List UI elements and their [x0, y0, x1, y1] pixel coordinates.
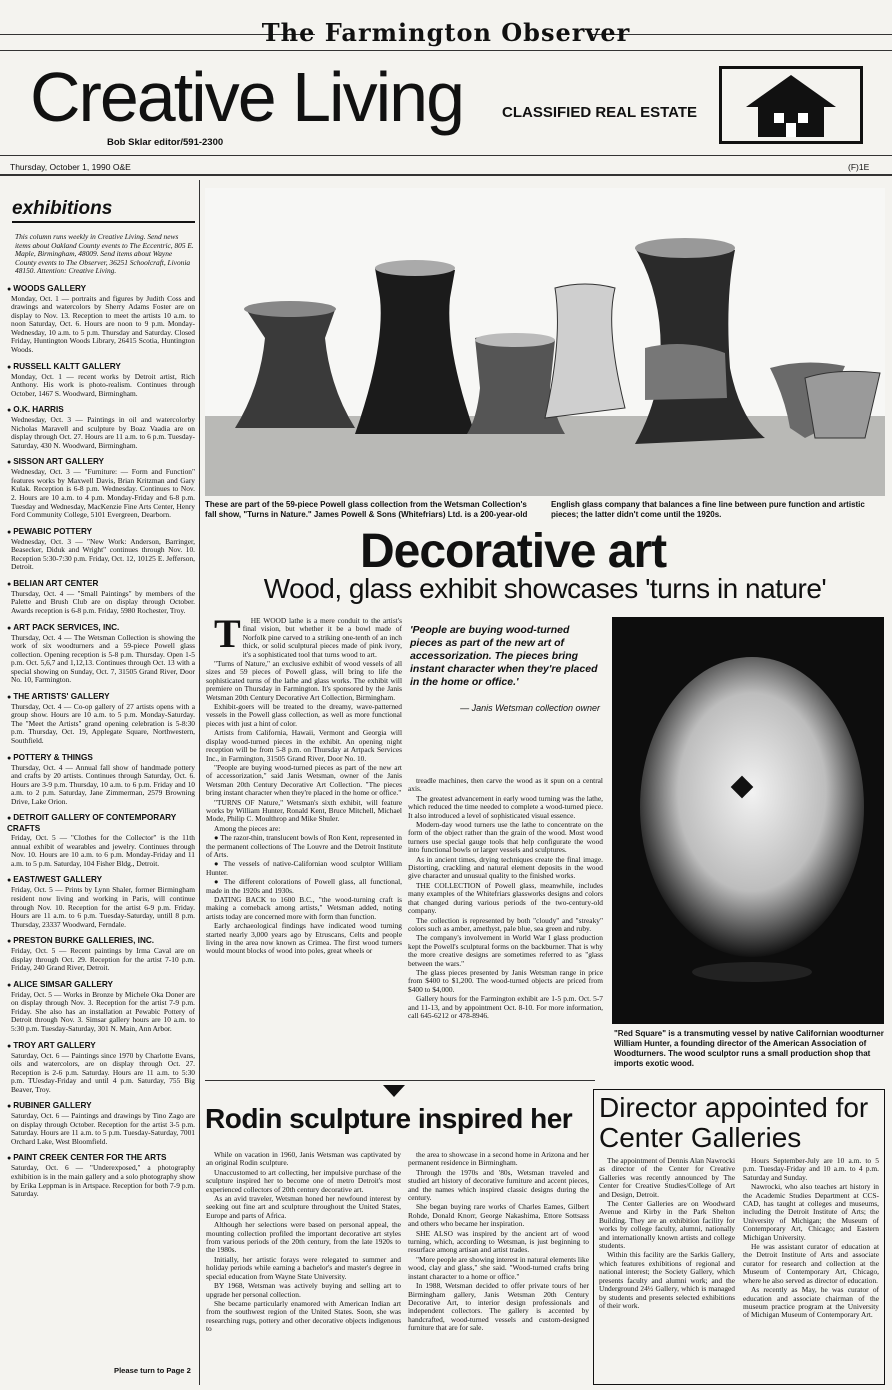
story-paragraph: The appointment of Dennis Alan Nawrocki as director of the Center for Creative Galleries was recently announced by The Center for Creative Studies/College of Art and Design, Detroit. [599, 1157, 735, 1199]
gallery-details: Wednesday, Oct. 3 — "New Work: Anderson, Barringer, Beasecker, Diduk and Wright" continues through Nov. 10. Reception 5:30-7:30 p.m. Friday, Oct. 12, 10125 E. Jefferson, Detroit. [11, 536, 195, 572]
story-paragraph: BY 1968, Wetsman was actively buying and selling art to upgrade her personal collection. [206, 1281, 401, 1299]
story-paragraph: She became particularly enamored with American Indian art from the southwest region of the United States. Soon, she was researching rugs, pottery and other decorative objects indigenous to [206, 1298, 401, 1334]
story-paragraph: "People are buying wood-turned pieces as part of the new art of accessorization," said Janis Wetsman, owner of the Janis Wetsman 20th Century Decorative Art Collection. "The pieces bring instant character when they're placed in the home or office." [206, 762, 402, 798]
rodin-headline: Rodin sculpture inspired her [205, 1103, 573, 1134]
gallery-listing [7, 362, 195, 399]
story-paragraph: ● The vessels of native-Californian wood sculptor William Hunter. [206, 859, 402, 877]
story-paragraph: As recently as May, he was curator of education and associate chairman of the museum practice program at the University of Michigan Museum of Contemporary Art. [743, 1285, 879, 1320]
gallery-listing [7, 692, 195, 746]
gallery-details: Monday, Oct. 1 — portraits and figures by Judith Coss and drawings and watercolors by Sherry Adams Foster are on display to Nov. 13. Reception to meet the artists 10 a.m. to noon Saturday, Oct. 6. Hours are noon to 9 p.m. Monday-Wednesday, 10 a.m. to 5 p.m. Thursday and Saturday. Closed Friday, Huntington Woods Library, 26415 Scotia, Huntington Woods. [11, 293, 195, 355]
director-story [599, 1157, 879, 1372]
dateline: Thursday, October 1, 1990 O&E [10, 162, 131, 172]
glass-photo-caption: These are part of the 59-piece Powell glass collection from the Wetsman Collection's fall show, "Turns in Nature." James Powell & Sons (Whitefriars) Ltd. is a 200-year-old English glass company that balances a fine line between pure function and artistic pieces; the latter didn't come until the 1920s. [205, 500, 865, 519]
gallery-details: Saturday, Oct. 6 — Paintings and drawings by Tino Zago are on display through October. Reception for the artist 3-5 p.m. Saturday. Hours are 11 a.m. to 5 p.m. Tuesday-Saturday, 7001 Orchard Lake, West Bloomfield. [11, 1111, 195, 1146]
gallery-details: Saturday, Oct. 6 — "Underexposed," a photography exhibition is in the main gallery and a solo photography show by Erika Leppman is in Artspace. Reception for both 7-9 p.m. Saturday. [11, 1163, 195, 1199]
story-paragraph: Among the pieces are: [214, 823, 281, 833]
exhibitions-column [7, 188, 195, 1383]
decorative-art-story-col2 [408, 777, 603, 1075]
gallery-listing [7, 875, 195, 929]
gallery-name: ● WOODS GALLERY [7, 284, 195, 295]
story-paragraph: While on vacation in 1960, Janis Wetsman was captivated by an original Rodin sculpture. [206, 1151, 401, 1168]
gallery-listing [7, 1153, 195, 1198]
exhibitions-intro: This column runs weekly in Creative Living. Send news items about Oakland County events to The Eccentric, 805 E. Maple, Birmingham, 48009. Send items about Wayne County events to The Observer, 36251 Schoolcraft, Livonia 48150. Attention: Creative Living. [15, 232, 194, 276]
gallery-name: ● ART PACK SERVICES, INC. [7, 623, 195, 634]
story-paragraph: The company's involvement in World War I glass production kept the Powell's sculptural forms on the backburner. That is why the more creative designs are sometimes referred to as "glass between the wars." [408, 933, 603, 968]
director-appointed-box [593, 1089, 885, 1385]
gallery-listing [7, 1101, 195, 1146]
gallery-list [7, 284, 195, 1199]
story-paragraph: Gallery hours for the Farmington exhibit are 1-5 p.m. Oct. 5-7 and 11-13, and by appointment Oct. 8-10. For more information, call 645-6212 or 478-8946. [408, 994, 603, 1020]
gallery-name: ● PEWABIC POTTERY [7, 527, 195, 538]
gallery-details: Friday, Oct. 5 — Recent paintings by Irma Caval are on display through Oct. 29. Reception for the artist 7-10 p.m. Friday, 240 Grand River, Detroit. [11, 946, 195, 973]
page-number: (F)1E [848, 162, 870, 172]
story-paragraph: the area to showcase in a second home in Arizona and her permanent residence in Birmingham. [408, 1151, 589, 1168]
story-paragraph: ● The different colorations of Powell glass, all functional, made in the 1920s and 1930s. [206, 877, 402, 895]
gallery-listing [7, 284, 195, 355]
story-paragraph: As in ancient times, drying techniques create the final image. Distorting, crackling and natural element deposits in the wood give character and unusual quality to the finished works. [408, 854, 603, 881]
pull-quote-attribution: — Janis Wetsman collection owner [460, 703, 600, 713]
gallery-name: ● EAST/WEST GALLERY [7, 875, 195, 886]
story-paragraph: The collection is represented by both "cloudy" and "streaky" colors such as amber, amethyst, pale blue, sea green and ruby. [408, 915, 603, 933]
gallery-name: ● POTTERY & THINGS [7, 753, 195, 764]
gallery-listing [7, 936, 195, 973]
gallery-name: ● O.K. HARRIS [7, 405, 195, 416]
gallery-details: Saturday, Oct. 6 — Paintings since 1970 by Charlotte Evans, oils and watercolors, are on display through Oct. 27. Reception is 2-6 p.m. Saturday. Hours are 11 a.m. to 5:30 p.m. TUesday-Friday and until 4 p.m. Saturday, 755 Big Beaver, Troy. [11, 1050, 195, 1094]
gallery-listing [7, 753, 195, 807]
gallery-details: Thursday, Oct. 4 — "Small Paintings" by members of the Palette and Brush Club are on display through October. Awards reception is 6-8 p.m. Friday, 5980 Rochester, Troy. [11, 588, 195, 615]
story-paragraph: The glass pieces presented by Janis Wetsman range in price from $400 to $1,200. The wood-turned objects are priced from $400 to $4,000. [408, 967, 603, 994]
story-paragraph: Artists from California, Hawaii, Vermont and Georgia will display wood-turned pieces in the exhibit. An opening night reception will be from 5-8 p.m. on Thursday at Artpack Services Inc., in Farmington, 31505 Grand River, Door No. 10. [206, 728, 402, 763]
gallery-listing [7, 1041, 195, 1095]
story-paragraph: Although her selections were based on personal appeal, the mounting collection profiled the important decorative art styles from various periods of the 20th century, from the late 1920s to the 1980s. [206, 1220, 401, 1255]
gallery-name: ● THE ARTISTS' GALLERY [7, 692, 195, 703]
decorative-art-story-col1 [206, 617, 402, 1075]
gallery-details: Wednesday, Oct. 3 — Paintings in oil and watercolorby Nicholas Maravell and sculpture by Boaz Vaadia are on display through Oct. 27. Hours are 11 a.m. to 6 p.m. Tuesday-Saturday, 430 N. Woodward, Birmingham. [11, 415, 195, 450]
story-paragraph: Initially, her artistic forays were relegated to summer and holiday periods while earning a bachelor's and master's degree in special education from Wayne State University. [206, 1254, 401, 1281]
exhibitions-header: exhibitions [12, 198, 195, 223]
gallery-name: ● PRESTON BURKE GALLERIES, INC. [7, 936, 195, 947]
story-paragraph: Unaccustomed to art collecting, her impulsive purchase of the sculpture inspired her to become one of metro Detroit's most experienced collectors of 20th century decorative art. [206, 1167, 401, 1194]
section-title: Creative Living [30, 58, 463, 136]
rodin-story-col1 [206, 1151, 401, 1385]
story-paragraph: DATING BACK to 1600 B.C., "the wood-turning craft is making a comeback among artists," Wetsman added, noting artists today are concerned more with form than function. [206, 895, 402, 921]
director-headline: Director appointed for Center Galleries [599, 1092, 869, 1153]
story-paragraph: THE WOOD lathe is a mere conduit to the artist's final vision, but whether it be a bowl made of Norfolk pine carved to a striking one-tenth of an inch thick, or solid sculptural pieces made of pink ivory, it's a sophisticated tool that turns wood to art. [214, 617, 402, 659]
gallery-name: ● RUSSELL KALTT GALLERY [7, 362, 195, 373]
red-square-caption: "Red Square" is a transmuting vessel by native Californian woodturner William Hunter, a founding director of the American Association of Woodturners. The wood sculptor runs a small production shop that imports exotic wood. [614, 1029, 884, 1068]
continue-note: Please turn to Page 2 [114, 1366, 191, 1375]
gallery-listing [7, 457, 195, 519]
newspaper-nameplate: The Farmington Observer [261, 18, 631, 47]
down-arrow-icon [383, 1085, 405, 1097]
gallery-name: ● PAINT CREEK CENTER FOR THE ARTS [7, 1153, 195, 1164]
story-paragraph: The Center Galleries are on Woodward Avenue and Kirby in the Park Shelton Building. They are an exhibition facility for works by college faculty, alumni, nationally and internationally known artists and college students. [599, 1199, 735, 1251]
gallery-details: Thursday, Oct. 4 — Co-op gallery of 27 artists opens with a group show. Hours are 10 a.m. to 5 p.m. Monday-Saturday. The "Meet the Artists" grand opening celebration is 5-8:30 p.m. Thursday, Oct. 19, Applegate Square, Northwestern, Southfield. [11, 701, 195, 745]
story-paragraph: Modern-day wood turners use the lathe to concentrate on the form of the object rather than the grain of the wood. Most wood turners use special gauge tools that help configurate the wood into functional bowls or larger vessels and sculptures. [408, 820, 603, 855]
gallery-listing [7, 579, 195, 616]
story-paragraph: treadle machines, then carve the wood as it spun on a central axis. [408, 777, 603, 794]
gallery-details: Friday, Oct. 5 — "Clothes for the Collector" is the 11th annual exhibit of wearables and jewelry. Continues through Nov. 10. Hours are 10 a.m. to 6 p.m. Monday-Friday and 11 a.m. to 5 p.m. Saturday, 104 Fisher Bldg., Detroit. [11, 833, 195, 868]
gallery-listing [7, 980, 195, 1034]
gallery-details: Thursday, Oct. 4 — Annual fall show of handmade pottery and crafts by 20 artists. Continues through Saturday, Oct. 6. Hours are 3-9 p.m. Thursday, 10 a.m. to 6 p.m. Friday and 10 a.m. to 2 p.m. Saturday, Jane Zimmerman, 2579 Browning Drive, Lake Orion. [11, 762, 195, 806]
story-paragraph: The greatest advancement in early wood turning was the lathe, which reduced the time needed to complete a wood-turned piece. It also introduced a level of sophisticated visual essence. [408, 793, 603, 820]
story-paragraph: SHE ALSO was inspired by the ancient art of wood turning, which, according to Wetsman, is just beginning to resurface among artisan and artist trades. [408, 1228, 589, 1255]
gallery-name: ● BELIAN ART CENTER [7, 579, 195, 590]
story-paragraph: "Turns of Nature," an exclusive exhibit of wood vessels of all sizes and 59 pieces of Powell glass, will bring to life the sophisticated turns of the lathe and glass works. The exhibit will premiere on Thursday in Farmington. It's sponsored by the Janis Wetsman 20th Century Decorative Art Collection, Birmingham. [206, 659, 402, 702]
story-paragraph: As an avid traveler, Wetsman honed her newfound interest by seeking out fine art and sculpture throughout the United States, Europe and parts of Africa. [206, 1194, 401, 1220]
pull-quote: 'People are buying wood-turned pieces as part of the new art of accessorization. The pieces bring instant character when they're placed in the home or office.' [410, 624, 598, 688]
red-square-vessel-photo [612, 617, 884, 1024]
gallery-listing [7, 405, 195, 450]
story-paragraph: Hours September-July are 10 a.m. to 5 p.m. Tuesday-Friday and 10 a.m. to 4 p.m. Saturday and Sunday. [743, 1157, 879, 1182]
classified-real-estate-label: CLASSIFIED REAL ESTATE [502, 104, 698, 121]
story-paragraph: Early archaeological findings have indicated wood turning started nearly 3,000 years ago by Etruscans, Celts and people living in the area now known as Crimea. The first wood turners would mount blocks of wood into poles, great wheels or [206, 921, 402, 956]
gallery-name: ● ALICE SIMSAR GALLERY [7, 980, 195, 991]
gallery-details: Friday, Oct. 5 — Prints by Lynn Shaler, former Birmingham resident now living and working in Paris, will continue through Nov. 10. Reception for the artist 6-9 p.m. Friday. Hours are 11 a.m. to 6 p.m. Tuesday-Saturday, untill 8 p.m. Thursday, 23337 Woodward, Ferndale. [11, 885, 195, 929]
gallery-details: Wednesday, Oct. 3 — "Furniture: — Form and Function" features works by Maxwell Davis, Brian Kritzman and Gary Kulak. Reception is 6-8 p.m. Wednesday. Continues to Nov. 2. Hours are 10 a.m. to 4 p.m. Monday-Friday and 6-8 p.m. Tuesday and Wednesday, MacKenzie Fine Arts Center, Henry Ford Community College, 5101 Evergreen, Dearborn. [11, 467, 195, 520]
gallery-listing [7, 813, 195, 868]
decorative-art-headline: Decorative art [360, 525, 667, 578]
gallery-listing [7, 623, 195, 685]
gallery-details: Monday, Oct. 1 — recent works by Detroit artist, Rich Anthony. His work is photo-realism. Continues through October, 1467 S. Woodward, Birmingham. [11, 371, 195, 398]
story-paragraph: Exhibit-goers will be treated to the dreamy, wave-patterned vessels in the Powell glass collection, as well as more functional pieces with just a hint of color. [206, 702, 402, 728]
story-paragraph: THE COLLECTION of Powell glass, meanwhile, includes many examples of the Whitefriars glassworks designs and colors that changed during various periods of the two-century-old company. [408, 880, 603, 916]
gallery-listing [7, 527, 195, 572]
gallery-name: ● TROY ART GALLERY [7, 1041, 195, 1052]
gallery-name: ● SISSON ART GALLERY [7, 457, 195, 468]
gallery-name: ● RUBINER GALLERY [7, 1101, 195, 1112]
story-paragraph: She began buying rare works of Charles Eames, Gilbert Rohde, Donald Knorr, George Nakashima, Ettore Sottsass and others who became her inspiration. [408, 1202, 589, 1229]
story-paragraph: ● The razor-thin, translucent bowls of Ron Kent, represented in the permanent collections of The Louvre and the Detroit Institute of Arts. [206, 833, 402, 859]
story-paragraph: He was assistant curator of education at the Detroit Institute of Arts and associate curator for research and collection at the Museum of Contemporary Art, Chicago, where he also served as director of education. [743, 1242, 879, 1285]
story-paragraph: Nawrocki, who also teaches art history in the Academic Studies Department at CCS-CAD, has taught at colleges and museums, including the Detroit Institute of Arts; the University of Michigan; the Museum of Contemporary Art, Chicago; and Eastern Michigan University. [743, 1182, 879, 1242]
decorative-art-subhead: Wood, glass exhibit showcases 'turns in nature' [263, 573, 827, 604]
powell-glass-photo [205, 188, 885, 496]
gallery-details: Friday, Oct. 5 — Works in Bronze by Michele Oka Doner are on display through Nov. 3. Reception for the artist 7-9 p.m. Friday. She also has an installation at Pewabic Pottery of Detroit through Nov. 3. Simsar gallery hours are 10 a.m. to 5:30 p.m. Tuesday-Saturday, 301 N. Main, Ann Arbor. [11, 989, 195, 1033]
story-paragraph: "More people are showing interest in natural elements like wood, clay and glass," she said. "Wood-turned crafts bring instant character to a home or office." [408, 1254, 589, 1281]
story-paragraph: In 1988, Wetsman decided to offer private tours of her Birmingham gallery, Janis Wetsman 20th Century Decorative Art, to interior design professionals and independent collectors. The gallery is accented by handcrafted, wood-turned vessels and custom-designed furniture that are for sale. [408, 1281, 589, 1333]
story-paragraph: Through the 1970s and '80s, Wetsman traveled and studied art history of decorative furniture and accent pieces, and the names which inspired classic designs during the century. [408, 1167, 589, 1203]
gallery-details: Thursday, Oct. 4 — The Wetsman Collection is showing the work of six woodturners and a 59-piece Powell glass collection. Opening reception is 5-8 p.m. Thursday. Open 1-5 p.m. Oct. 5,6,7 and 1,12,13. Continues through Oct. 13 with a special showing on Sunday, Oct. 7, 31505 Grand River, Door No. 10, Farmington. [11, 632, 195, 685]
rodin-story-col2 [408, 1151, 589, 1385]
house-logo-icon [719, 66, 863, 144]
story-paragraph: "TURNS OF Nature," Wetsman's sixth exhibit, will feature works by William Hunter, Ronald Kent, Bruce Mitchell, Michael Mode, Philip C. Moulthrop and Mike Shuler. [206, 797, 402, 824]
gallery-name: ● DETROIT GALLERY OF CONTEMPORARY CRAFTS [7, 813, 195, 834]
story-paragraph: Within this facility are the Sarkis Gallery, which features exhibitions of regional and national interest; the Society Gallery, which presents faculty and alumni work; and the Underground 24½ Gallery, which is managed by students and presents selected exhibitions of their work. [599, 1250, 735, 1310]
editor-contact: Bob Sklar editor/591-2300 [107, 137, 224, 148]
